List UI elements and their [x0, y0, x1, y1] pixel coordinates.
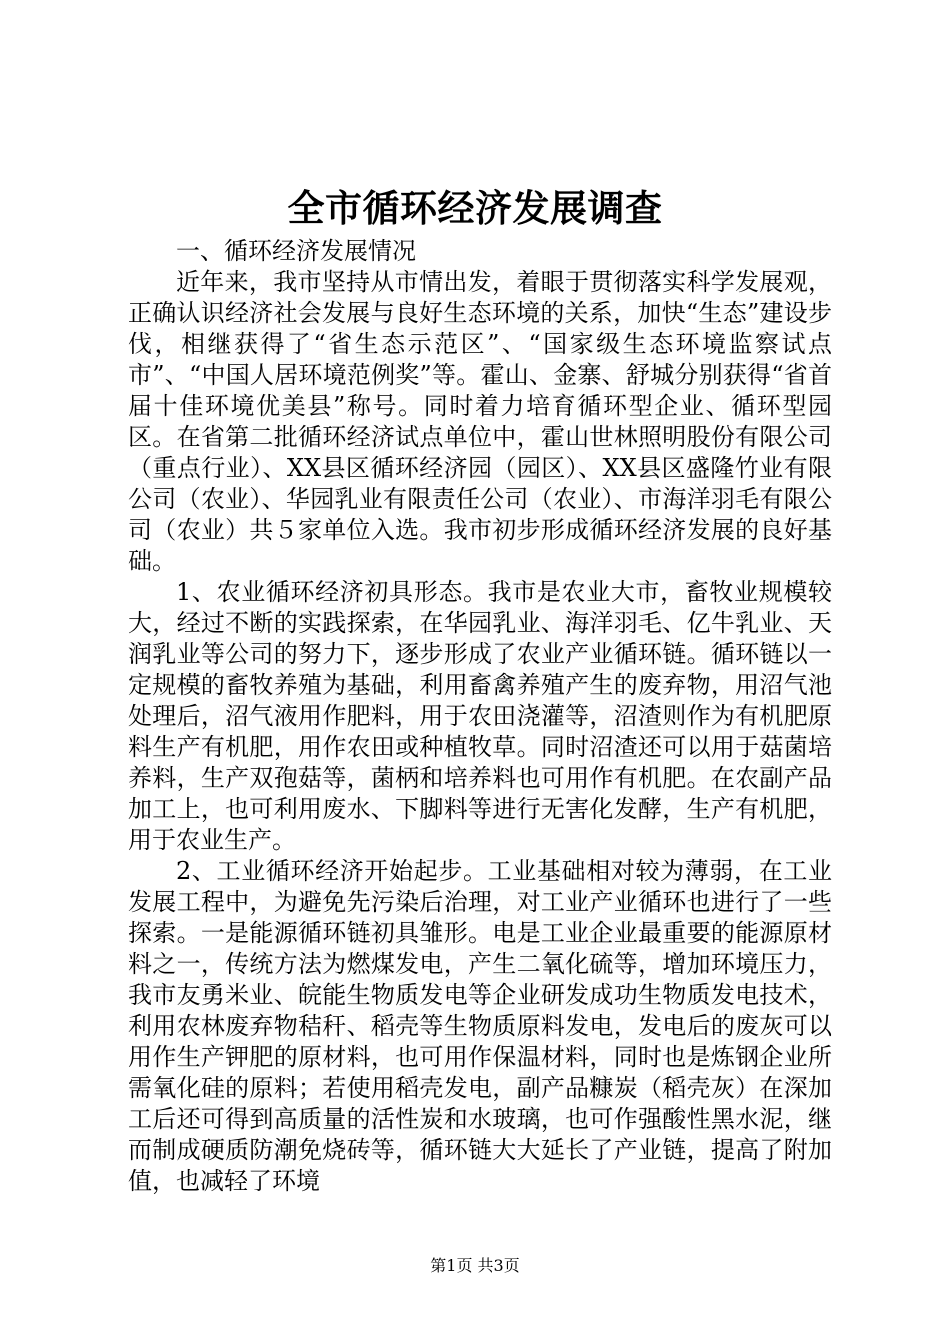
- page-number: 第1页 共3页: [430, 1256, 520, 1275]
- document-body: [128, 236, 832, 1197]
- paragraph: 近年来，我市坚持从市情出发，着眼于贯彻落实科学发展观，正确认识经济社会发展与良好生态环境的关系，加快“生态”建设步伐，相继获得了“省生态示范区”、“国家级生态环境监察试点市”、“中国人居环境范例奖”等。霍山、金寨、舒城分别获得“省首届十佳环境优美县”称号。同时着力培育循环型企业、循环型园区。在省第二批循环经济试点单位中，霍山世林照明股份有限公司（重点行业）、XX县区循环经济园（园区）、XX县区盛隆竹业有限公司（农业）、华园乳业有限责任公司（农业）、市海洋羽毛有限公司（农业）共５家单位入选。我市初步形成循环经济发展的良好基础。: [128, 268, 832, 575]
- section-heading: 一、循环经济发展情况: [176, 237, 416, 265]
- paragraph: 1、农业循环经济初具形态。我市是农业大市，畜牧业规模较大，经过不断的实践探索，在华园乳业、海洋羽毛、亿牛乳业、天润乳业等公司的努力下，逐步形成了农业产业循环链。循环链以一定规模的畜牧养殖为基础，利用畜禽养殖产生的废弃物，用沼气池处理后，沼气液用作肥料，用于农田浇灌等，沼渣则作为有机肥原料生产有机肥，用作农田或种植牧草。同时沼渣还可以用于菇菌培养料，生产双孢菇等，菌柄和培养料也可用作有机肥。在农副产品加工上，也可利用废水、下脚料等进行无害化发酵，生产有机肥，用于农业生产。: [128, 578, 832, 854]
- document-title: 全市循环经济发展调查: [287, 186, 663, 230]
- paragraph: 2、工业循环经济开始起步。工业基础相对较为薄弱，在工业发展工程中，为避免先污染后治理，对工业产业循环也进行了一些探索。一是能源循环链初具雏形。电是工业企业最重要的能源原材料之一，传统方法为燃煤发电，产生二氧化硫等，增加环境压力，我市友勇米业、皖能生物质发电等企业研发成功生物质发电技术，利用农林废弃物秸秆、稻壳等生物质原料发电，发电后的废灰可以用作生产钾肥的原材料，也可用作保温材料，同时也是炼钢企业所需氧化硅的原料；若使用稻壳发电，副产品糠炭（稻壳灰）在深加工后还可得到高质量的活性炭和水玻璃，也可作强酸性黑水泥，继而制成硬质防潮免烧砖等，循环链大大延长了产业链，提高了附加值，也减轻了环境: [128, 857, 832, 1195]
